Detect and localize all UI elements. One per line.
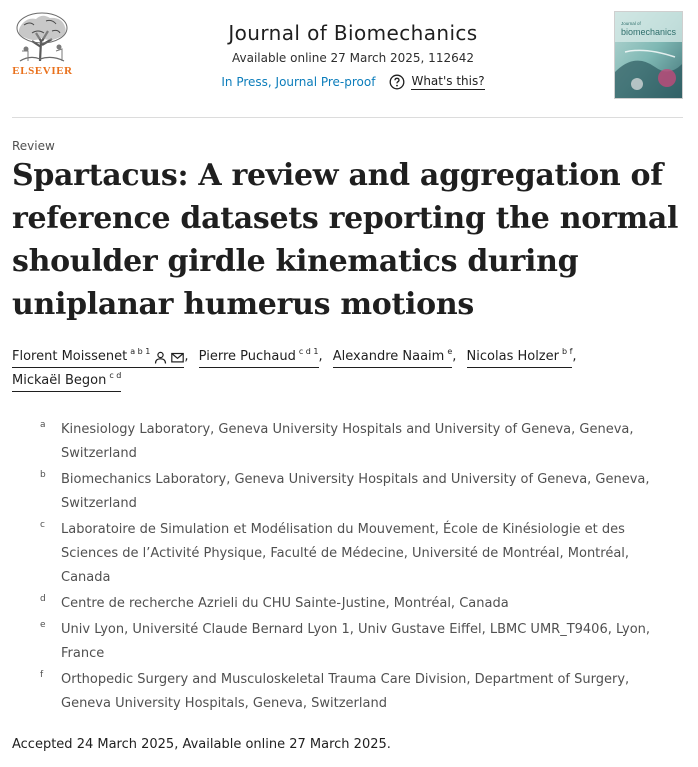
envelope-icon [171,351,184,364]
cover-art [615,12,683,99]
affiliation-text: Biomechanics Laboratory, Geneva University Hospitals and University of Geneva, Geneva, Switzerland [61,472,650,511]
affiliation-label: d [40,594,46,604]
affiliation-text: Kinesiology Laboratory, Geneva University Hospitals and University of Geneva, Geneva, Switzerland [61,422,634,461]
author-separator: , [572,349,577,364]
affiliation-item [40,592,690,616]
author-link[interactable] [12,348,184,368]
affiliation-label: b [40,470,46,480]
whats-this-button[interactable] [389,74,484,90]
journal-title-link[interactable]: Journal of Biomechanics [228,21,478,45]
journal-cover-image[interactable] [614,11,683,99]
author-separator: , [318,349,323,364]
cover-journal-of: Journal of [621,21,641,26]
person-icon [154,351,167,364]
affiliation-label: c [40,520,45,530]
article-type-label: Review [12,139,55,153]
author-affiliation-refs: a b 1 [130,347,151,356]
elsevier-tree-icon [12,11,72,63]
elsevier-wordmark: ELSEVIER [12,65,73,77]
elsevier-logo[interactable] [11,11,74,79]
affiliation-item [40,618,690,666]
author-affiliation-refs: c d [109,371,122,380]
affiliation-item [40,518,690,590]
header-divider [12,117,683,118]
help-icon [389,74,405,90]
author-name: Alexandre Naaim [332,349,445,364]
affiliation-text: Laboratoire de Simulation et Modélisation du Mouvement, École de Kinésiologie et des Sciences de l’Activité Physique, Faculté de Médecine, Université de Montréal, Montréal, Canada [61,522,630,585]
author-link[interactable] [467,348,573,368]
affiliation-item [40,418,690,466]
author-name: Florent Moissenet [12,349,128,364]
availability-text: Available online 27 March 2025, 112642 [231,51,474,65]
author-affiliation-refs: b f [561,347,573,356]
author-separator: , [184,349,189,364]
in-press-link[interactable]: In Press, Journal Pre-proof [221,75,376,89]
author-affiliation-refs: c d 1 [298,347,319,356]
article-header [0,0,698,118]
affiliation-text: Centre de recherche Azrieli du CHU Sainte-Justine, Montréal, Canada [61,596,509,611]
author-affiliation-refs: e [447,347,453,356]
affiliation-text: Orthopedic Surgery and Musculoskeletal Trauma Care Division, Department of Surgery, Geneva University Hospitals, Geneva, Switzerland [61,672,630,711]
affiliation-text: Univ Lyon, Université Claude Bernard Lyon 1, Univ Gustave Eiffel, LBMC UMR_T9406, Lyon, France [61,622,651,661]
whats-this-label: What's this? [411,74,485,88]
cover-title-text: biomechanics [621,27,677,37]
author-name: Pierre Puchaud [198,349,296,364]
affiliation-label: e [40,620,46,630]
author-name: Mickaël Begon [12,373,107,388]
status-row [160,73,546,91]
author-separator: , [452,349,457,364]
author-list [12,345,684,393]
author-name: Nicolas Holzer [466,349,559,364]
publication-dates: Accepted 24 March 2025, Available online 27 March 2025. [12,737,391,752]
affiliation-list [40,418,690,718]
journal-info [160,19,546,91]
author-link[interactable] [12,372,121,392]
affiliation-label: a [40,420,46,430]
affiliation-label: f [40,670,44,680]
affiliation-item [40,468,690,516]
author-link[interactable] [199,348,319,368]
article-title: Spartacus: A review and aggregation of reference datasets reporting the normal shoulder girdle kinematics during uniplanar humerus motions [12,158,679,322]
affiliation-item [40,668,690,716]
author-link[interactable] [333,348,452,368]
